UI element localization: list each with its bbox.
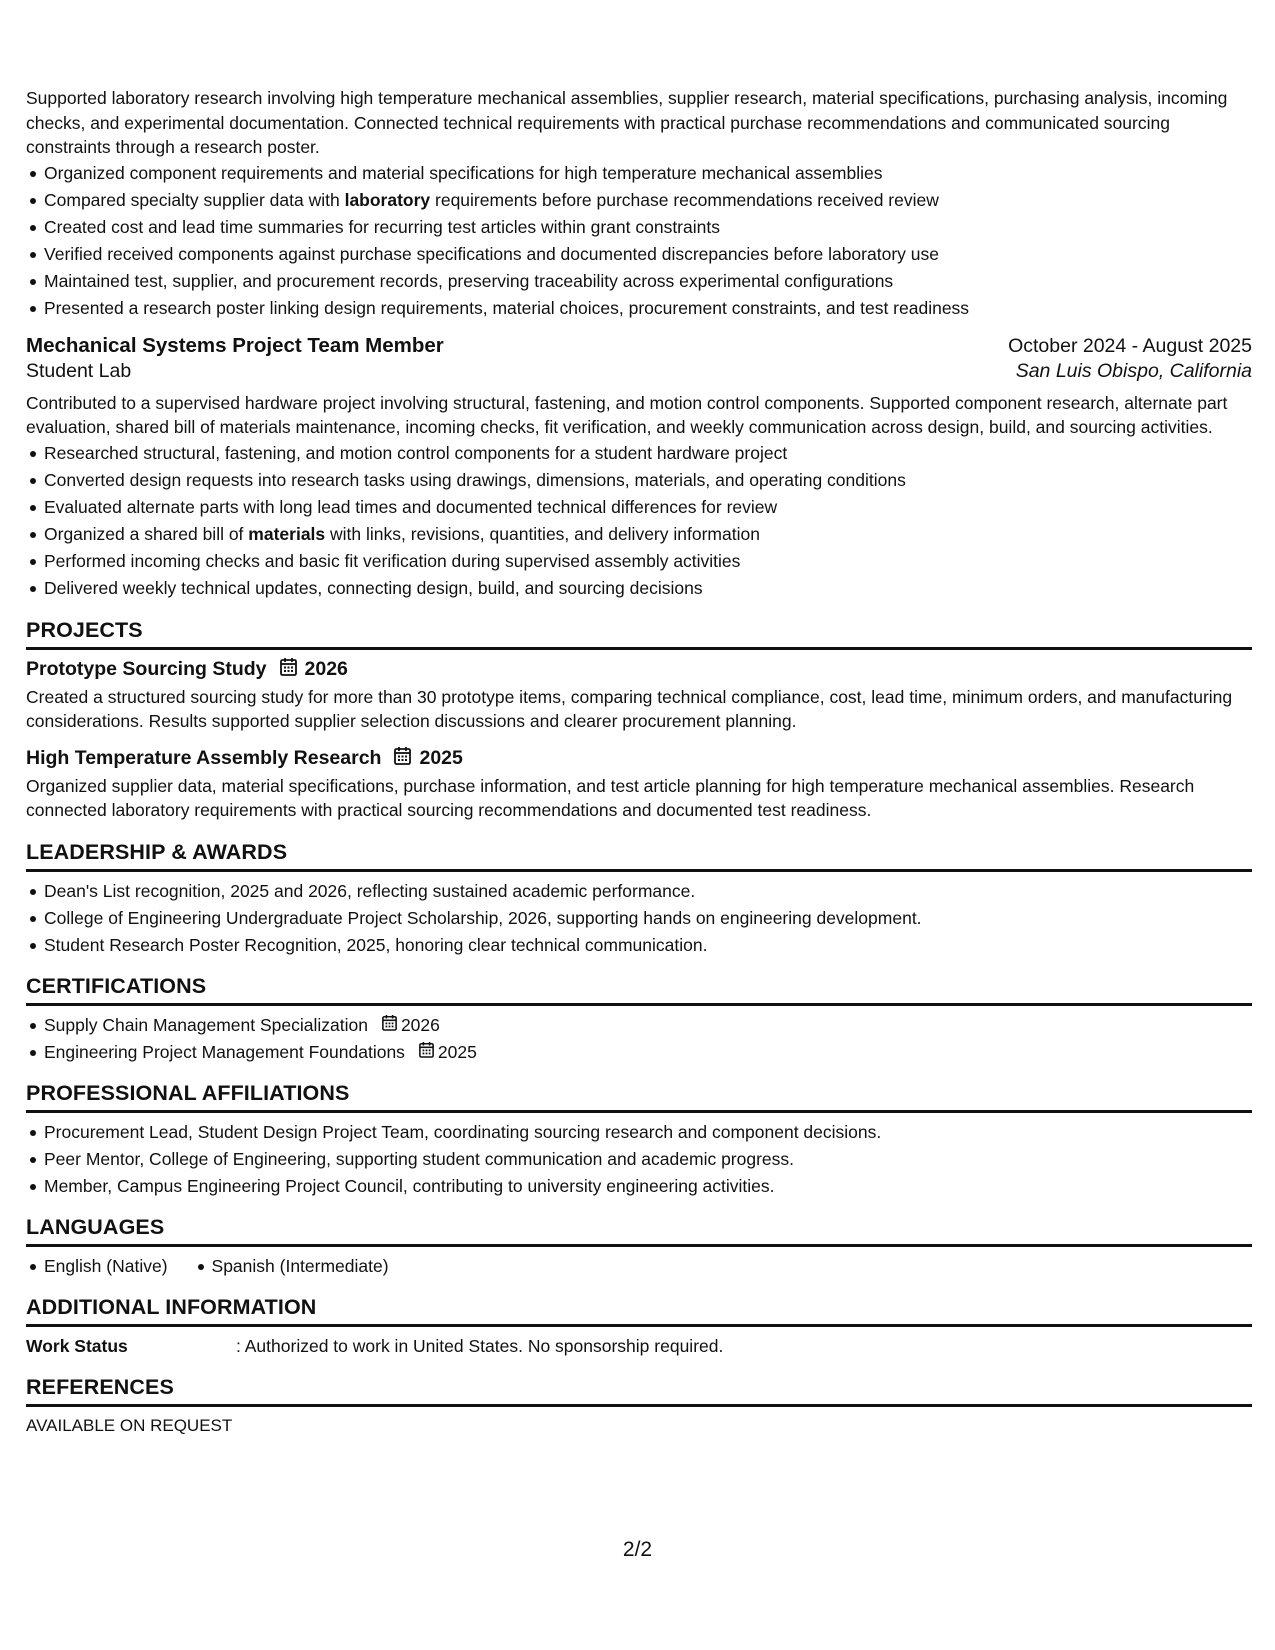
project-year: 2026: [304, 657, 348, 680]
project-year: 2025: [419, 746, 463, 769]
project-item: [26, 657, 1252, 734]
list-item: Verified received components against purchase specifications and documented discrepancies before laboratory use: [44, 241, 1252, 268]
certification-year: 2026: [400, 1014, 440, 1035]
project-title: High Temperature Assembly Research: [26, 746, 382, 769]
list-item: Created cost and lead time summaries for recurring test articles within grant constraints: [44, 214, 1252, 241]
certification-year: 2025: [437, 1041, 477, 1062]
job-entry-lab-research: [26, 86, 1252, 322]
references-text: AVAILABLE ON REQUEST: [26, 1415, 233, 1435]
additional-info-section: [26, 1295, 1252, 1358]
job-header: [26, 334, 1252, 358]
certifications-list: [26, 1012, 1252, 1066]
list-item: Presented a research poster linking design requirements, material choices, procurement constraints, and test readiness: [44, 295, 1252, 322]
work-status-label: Work Status: [26, 1335, 128, 1356]
job-bullets: [26, 160, 1252, 322]
list-item: English (Native): [44, 1253, 168, 1280]
list-item: Procurement Lead, Student Design Project Team, coordinating sourcing research and component decisions.: [44, 1119, 1252, 1146]
list-item: College of Engineering Undergraduate Project Scholarship, 2026, supporting hands on engineering development.: [44, 905, 1252, 932]
list-item: Student Research Poster Recognition, 2025, honoring clear technical communication.: [44, 932, 1252, 959]
list-item: Maintained test, supplier, and procurement records, preserving traceability across experimental configurations: [44, 268, 1252, 295]
certifications-section: [26, 974, 1252, 1066]
job-dates: October 2024 - August 2025: [1008, 334, 1252, 357]
calendar-icon: [280, 657, 297, 682]
affiliations-section: [26, 1081, 1252, 1200]
calendar-icon: [382, 1012, 397, 1039]
section-heading: ADDITIONAL INFORMATION: [26, 1295, 1252, 1327]
list-item: Dean's List recognition, 2025 and 2026, reflecting sustained academic performance.: [44, 878, 1252, 905]
languages-section: [26, 1215, 1252, 1280]
list-item: Delivered weekly technical updates, connecting design, build, and sourcing decisions: [44, 575, 1252, 602]
certification-name: Engineering Project Management Foundations: [44, 1041, 405, 1062]
references-section: [26, 1375, 1252, 1436]
project-description: Organized supplier data, material specifications, purchase information, and test article planning for high temperature mechanical assemblies. Research connected laboratory requirements with practical sourcing recommendations and documented test readiness.: [26, 775, 1195, 820]
calendar-icon: [394, 746, 411, 771]
section-heading: PROFESSIONAL AFFILIATIONS: [26, 1081, 1252, 1113]
list-item: Converted design requests into research tasks using drawings, dimensions, materials, and operating conditions: [44, 467, 1252, 494]
list-item: Peer Mentor, College of Engineering, supporting student communication and academic progress.: [44, 1146, 1252, 1173]
list-item: Evaluated alternate parts with long lead times and documented technical differences for review: [44, 494, 1252, 521]
list-item: Organized a shared bill of materials with links, revisions, quantities, and delivery information: [44, 521, 1252, 548]
projects-section: [26, 618, 1252, 823]
section-heading: PROJECTS: [26, 618, 1252, 650]
job-company: Student Lab: [26, 359, 132, 382]
project-description: Created a structured sourcing study for more than 30 prototype items, comparing technical compliance, cost, lead time, minimum orders, and manufacturing considerations. Results supported supplier selection discussions and clearer procurement planning.: [26, 686, 1233, 731]
job-summary: Supported laboratory research involving high temperature mechanical assemblies, supplier research, material specifications, purchasing analysis, incoming checks, and experimental documentation. Connected technical requirements with practical purchase recommendations and communicated sourcing constraints through a research poster.: [26, 88, 1228, 157]
project-title: Prototype Sourcing Study: [26, 657, 267, 680]
languages-list: [26, 1253, 1252, 1280]
list-item: [44, 1012, 1252, 1039]
leadership-section: [26, 840, 1252, 959]
section-heading: LEADERSHIP & AWARDS: [26, 840, 1252, 872]
certification-name: Supply Chain Management Specialization: [44, 1014, 368, 1035]
list-item: Spanish (Intermediate): [212, 1253, 389, 1280]
list-item: Organized component requirements and material specifications for high temperature mechanical assemblies: [44, 160, 1252, 187]
job-subheader: [26, 360, 1252, 383]
section-heading: CERTIFICATIONS: [26, 974, 1252, 1006]
list-item: [44, 1039, 1252, 1066]
job-summary: Contributed to a supervised hardware project involving structural, fastening, and motion control components. Supported component research, alternate part evaluation, shared bill of materials maintenance, incoming checks, fit verification, and weekly communication across design, build, and sourcing activities.: [26, 392, 1228, 437]
affiliations-list: [26, 1119, 1252, 1200]
job-entry-mechanical-systems: [26, 334, 1252, 602]
job-bullets: [26, 440, 1252, 602]
work-status-value: : Authorized to work in United States. No sponsorship required.: [236, 1335, 724, 1356]
job-location: San Luis Obispo, California: [1015, 359, 1252, 382]
resume-page: [26, 86, 1252, 1436]
page-number: 2/2: [622, 1538, 653, 1561]
list-item: Compared specialty supplier data with laboratory requirements before purchase recommendations received review: [44, 187, 1252, 214]
list-item: Performed incoming checks and basic fit verification during supervised assembly activities: [44, 548, 1252, 575]
leadership-list: [26, 878, 1252, 959]
calendar-icon: [419, 1039, 434, 1066]
section-heading: REFERENCES: [26, 1375, 1252, 1407]
work-status-row: [26, 1334, 1252, 1358]
list-item: Member, Campus Engineering Project Council, contributing to university engineering activities.: [44, 1173, 1252, 1200]
job-title: Mechanical Systems Project Team Member: [26, 333, 444, 357]
project-item: [26, 746, 1252, 823]
list-item: Researched structural, fastening, and motion control components for a student hardware project: [44, 440, 1252, 467]
section-heading: LANGUAGES: [26, 1215, 1252, 1247]
